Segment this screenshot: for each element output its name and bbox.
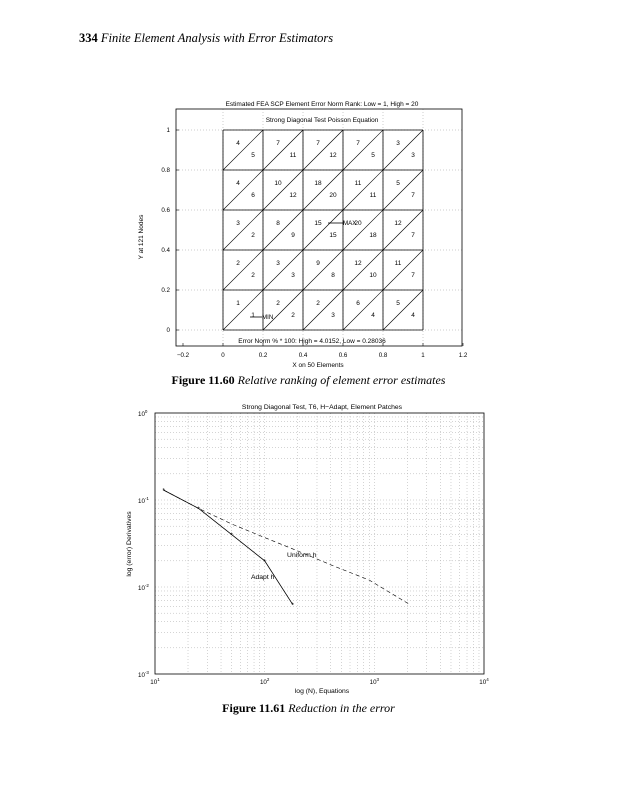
mesh-diagonal [263,250,303,290]
rank-label-lower: 6 [251,192,255,199]
figure-11-61-text: Reduction in the error [288,701,395,715]
rank-label-upper: 20 [354,220,362,227]
mesh-diagonal [383,290,423,330]
adapt-h-point: * [162,488,166,496]
rank-label-upper: 4 [236,140,240,147]
f1-xtick-label: 0.2 [258,352,268,359]
rank-label-lower: 20 [329,192,337,199]
f1-xtick-label: −0.2 [176,352,190,359]
rank-label-upper: 9 [316,260,320,267]
figure-11-60-text: Relative ranking of element error estimates [237,373,446,387]
rank-label-upper: 11 [394,260,402,267]
f1-ytick-label: 0.6 [161,207,170,214]
rank-label-upper: 3 [276,260,280,267]
chart-xlabel: log (N), Equations [294,688,350,695]
rank-label-lower: 2 [251,232,255,239]
f1-xtick-label: 0 [221,352,225,359]
rank-label-lower: 3 [331,312,335,319]
mesh-diagonal [263,130,303,170]
f1-ytick-label: 0.8 [161,167,170,174]
chart-xtick-label: $10^2$ [259,677,270,686]
chart-xtick-label: $10^3$ [369,677,380,686]
f1-xtick-label: 1 [421,352,425,359]
rank-label-lower: 2 [251,272,255,279]
rank-label-upper: 2 [276,300,280,307]
rank-label-lower: 4 [371,312,375,319]
f2-series [162,488,409,609]
mesh-diagonal [303,210,343,250]
rank-label-lower: 11 [289,152,297,159]
rank-label-upper: 6 [356,300,360,307]
figure-11-61-caption [0,701,617,716]
f1-xtick-label: 1.2 [458,352,468,359]
rank-label-upper: 3 [236,220,240,227]
f1-ytick-label: 1 [166,127,170,134]
rank-label-upper: 5 [396,180,400,187]
rank-label-lower: 3 [291,272,295,279]
f1-tick-labels [161,127,467,359]
f1-title: Estimated FEA SCP Element Error Norm Rank: Low = 1, High = 20 [225,101,419,108]
rank-label-lower: 1 [251,312,255,319]
mesh-diagonal [263,290,303,330]
chart-annotation: Adapt h [250,574,275,582]
chart-ytick-label: $10^{-1}$ [138,496,149,505]
f1-ytick-label: 0 [166,327,170,334]
f1-xlabel: X on 50 Elements [292,362,344,369]
rank-label-lower: 11 [369,192,377,199]
chart-annotation: Uniform h [287,552,317,560]
mesh-diagonal [343,210,383,250]
running-title: Finite Element Analysis with Error Estimators [100,31,334,45]
chart-ytick-label: $10^0$ [138,409,148,418]
mesh-diagonal [303,250,343,290]
adapt-h-point: * [263,558,267,566]
f1-xtick-label: 0.8 [378,352,388,359]
max-label: MAX [343,220,357,227]
f1-xtick-label: 0.6 [338,352,348,359]
rank-label-upper: 10 [274,180,282,187]
rank-label-lower: 10 [369,272,377,279]
rank-label-lower: 7 [411,232,415,239]
f1-ylabel: Y at 121 Nodes [138,214,145,260]
rank-label-lower: 7 [411,192,415,199]
rank-label-upper: 8 [276,220,280,227]
figure-11-60-caption [0,373,617,388]
chart-title: Strong Diagonal Test, T6, H−Adapt, Element Patches [241,404,403,411]
chart-ytick-label: $10^{-3}$ [138,670,149,679]
mesh-diagonal [303,290,343,330]
f2-axes-box [155,413,484,674]
adapt-h-point: * [197,506,201,514]
mesh-diagonal [263,210,303,250]
mesh-diagonal [223,250,263,290]
mesh-diagonal [343,170,383,210]
rank-label-upper: 3 [396,140,400,147]
chart-ylabel: log (error) Derivatives [126,511,133,577]
rank-label-upper: 1 [236,300,240,307]
adapt-h-point: * [291,602,295,610]
rank-label-upper: 4 [236,180,240,187]
f1-error-note: Error Norm % * 100: High = 4.0152, Low = 0.28036 [238,338,386,345]
rank-label-lower: 15 [329,232,337,239]
f2-annotations [251,552,317,581]
mesh-diagonal [263,170,303,210]
rank-label-upper: 12 [354,260,362,267]
rank-label-upper: 5 [396,300,400,307]
rank-label-upper: 2 [236,260,240,267]
f1-mesh [223,130,423,330]
rank-label-lower: 5 [251,152,255,159]
mesh-diagonal [223,130,263,170]
chart-ytick-label: $10^{-2}$ [138,583,149,592]
rank-label-lower: 5 [371,152,375,159]
rank-label-lower: 12 [329,152,337,159]
f1-ytick-label: 0.4 [161,247,170,254]
mesh-diagonal [383,170,423,210]
mesh-diagonal [223,210,263,250]
mesh-diagonal [343,130,383,170]
mesh-diagonal [383,250,423,290]
chart-xtick-label: $10^1$ [150,677,160,686]
rank-label-lower: 4 [411,312,415,319]
rank-label-lower: 2 [291,312,295,319]
rank-label-upper: 12 [394,220,402,227]
f2-gridlines [155,413,484,674]
figure-11-60-number: Figure 11.60 [171,373,235,387]
uniform-h-line [164,490,410,604]
rank-label-upper: 11 [354,180,362,187]
rank-label-lower: 7 [411,272,415,279]
mesh-diagonal [343,250,383,290]
rank-label-lower: 12 [289,192,297,199]
rank-label-upper: 18 [314,180,322,187]
rank-label-upper: 7 [356,140,360,147]
mesh-diagonal [223,170,263,210]
chart-xtick-label: $10^4$ [479,677,489,686]
mesh-diagonal [383,210,423,250]
rank-label-upper: 7 [276,140,280,147]
min-label: MIN [262,314,274,321]
f1-subtitle: Strong Diagonal Test Poisson Equation [265,117,379,124]
figure-11-61-number: Figure 11.61 [222,701,286,715]
f2-tick-labels [138,409,489,686]
adapt-h-point: * [230,532,234,540]
mesh-diagonal [223,290,263,330]
mesh-diagonal [303,170,343,210]
rank-label-upper: 2 [316,300,320,307]
mesh-diagonal [383,130,423,170]
mesh-diagonal [303,130,343,170]
adapt-h-line [164,490,293,604]
rank-label-lower: 8 [331,272,335,279]
rank-label-upper: 15 [314,220,322,227]
f1-xtick-label: 0.4 [298,352,308,359]
f1-ytick-label: 0.2 [161,287,170,294]
rank-label-lower: 9 [291,232,295,239]
page-number: 334 [79,31,98,45]
rank-label-lower: 3 [411,152,415,159]
rank-label-lower: 18 [369,232,377,239]
mesh-diagonal [343,290,383,330]
rank-label-upper: 7 [316,140,320,147]
